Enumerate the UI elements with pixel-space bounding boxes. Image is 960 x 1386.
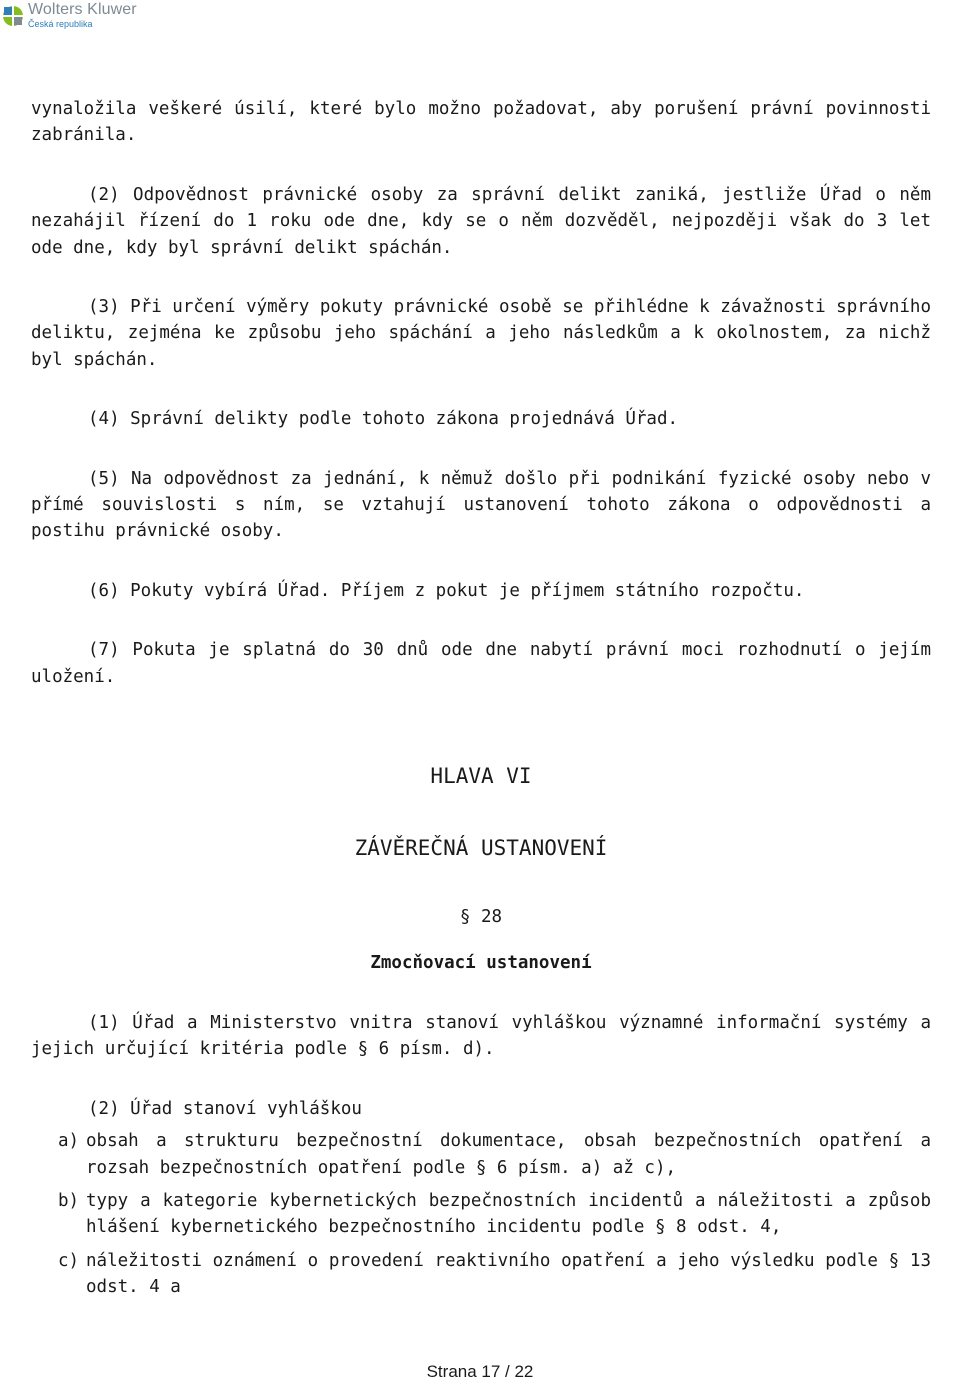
paragraph-6: (6) Pokuty vybírá Úřad. Příjem z pokut je příjmem státního rozpočtu. <box>88 580 805 601</box>
list-item-text: obsah a strukturu bezpečnostní dokumentace, obsah bezpečnostních opatření a rozsah bezpečnostních opatření podle § 6 písm. a) až c), <box>86 1131 931 1178</box>
section-paragraph-2-intro: (2) Úřad stanoví vyhláškou <box>88 1098 362 1119</box>
logo-name: Wolters Kluwer <box>28 1 137 18</box>
wolters-kluwer-logo-icon <box>2 5 24 27</box>
publisher-logo <box>2 2 137 36</box>
page-number: Strana 17 / 22 <box>426 1362 534 1381</box>
authorization-list <box>31 1128 931 1300</box>
paragraph-7: (7) Pokuta je splatná do 30 dnů ode dne nabytí právní moci rozhodnutí o jejím uložení. <box>31 640 931 687</box>
continuation-paragraph: vynaložila veškeré úsilí, které bylo možno požadovat, aby porušení právní povinnosti zabránila. <box>31 99 931 146</box>
paragraph-4: (4) Správní delikty podle tohoto zákona projednává Úřad. <box>88 409 679 430</box>
paragraph-5: (5) Na odpovědnost za jednání, k němuž došlo při podnikání fyzické osoby nebo v přímé souvislosti s ním, se vztahují ustanovení tohoto zákona o odpovědnosti a postihu právnické osoby. <box>31 468 931 542</box>
list-item-label: c) <box>58 1250 80 1271</box>
list-item-text: náležitosti oznámení o provedení reaktivního opatření a jeho výsledku podle § 13 odst. 4 a <box>86 1250 931 1298</box>
section-title: Zmocňovací ustanovení <box>370 952 592 973</box>
list-item-label: b) <box>58 1190 80 1211</box>
chapter-title: ZÁVĚREČNÁ USTANOVENÍ <box>354 836 608 861</box>
list-item-text: typy a kategorie kybernetických bezpečnostních incidentů a náležitosti a způsob hlášení kybernetického bezpečnostního incidentu podle § 8 odst. 4, <box>86 1190 931 1238</box>
list-item <box>31 1188 931 1241</box>
list-item-label: a) <box>58 1131 80 1152</box>
chapter-heading: HLAVA VI <box>430 764 532 789</box>
logo-subtitle: Česká republika <box>28 19 93 29</box>
document-body <box>31 96 931 1308</box>
paragraph-2: (2) Odpovědnost právnické osoby za správní delikt zaniká, jestliže Úřad o něm nezahájil řízení do 1 roku ode dne, kdy se o něm dozvěděl, nejpozději však do 3 let ode dne, kdy byl správní delikt spáchán. <box>31 184 931 258</box>
section-number: § 28 <box>459 907 503 928</box>
section-paragraph-1: (1) Úřad a Ministerstvo vnitra stanoví vyhláškou významné informační systémy a jejich určující kritéria podle § 6 písm. d). <box>31 1012 931 1060</box>
list-item <box>31 1248 931 1301</box>
paragraph-3: (3) Při určení výměry pokuty právnické osobě se přihlédne k závažnosti správního deliktu, zejména ke způsobu jeho spáchání a jeho následkům a k okolnostem, za nichž byl spáchán. <box>31 297 931 370</box>
list-item <box>31 1128 931 1181</box>
